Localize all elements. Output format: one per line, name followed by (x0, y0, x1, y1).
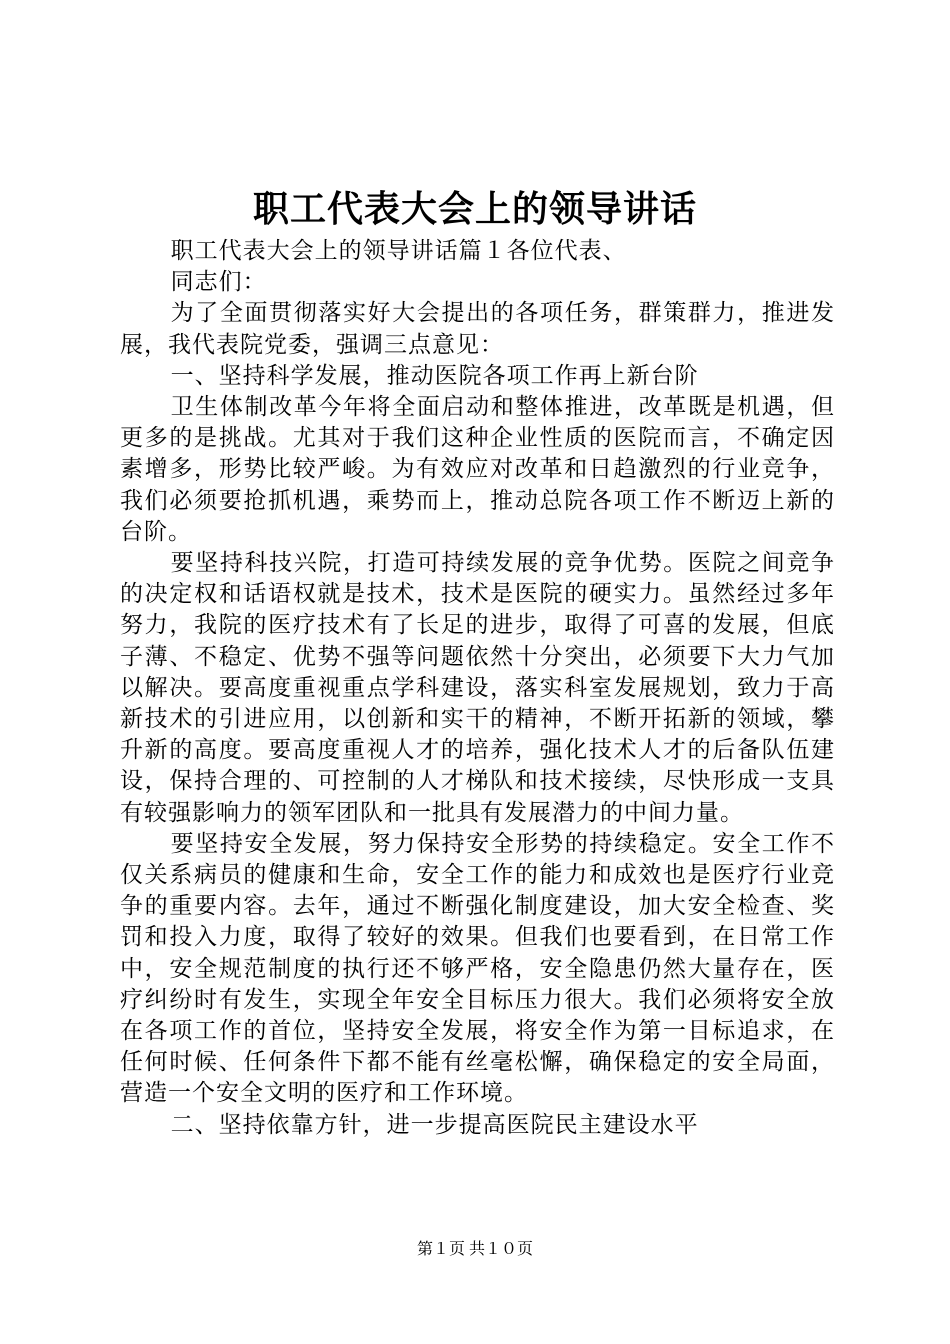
paragraph-reform: 卫生体制改革今年将全面启动和整体推进，改革既是机遇，但更多的是挑战。尤其对于我们这种企业性质的医院而言，不确定因素增多，形势比较严峻。为有效应对改革和日趋激烈的行业竞争，我们必须要抢抓机遇，乘势而上，推动总院各项工作不断迈上新的台阶。 (120, 394, 835, 545)
document-title: 职工代表大会上的领导讲话 (252, 188, 697, 230)
paragraph-technology: 要坚持科技兴院，打造可持续发展的竞争优势。医院之间竞争的决定权和话语权就是技术，技术是医院的硬实力。虽然经过多年努力，我院的医疗技术有了长足的进步，取得了可喜的发展，但底子薄、不稳定、优势不强等问题依然十分突出，必须要下大力气加以解决。要高度重视重点学科建设，落实科室发展规划，致力于高新技术的引进应用，以创新和实干的精神，不断开拓新的领域，攀升新的高度。要高度重视人才的培养，强化技术人才的后备队伍建设，保持合理的、可控制的人才梯队和技术接续，尽快形成一支具有较强影响力的领军团队和一批具有发展潜力的中间力量。 (120, 550, 835, 826)
section-heading-2: 二、坚持依靠方针，进一步提高医院民主建设水平 (170, 1111, 699, 1138)
page-number-footer: 第１页 共１０页 (416, 1241, 533, 1258)
paragraph-safety: 要坚持安全发展，努力保持安全形势的持续稳定。安全工作不仅关系病员的健康和生命，安全工作的能力和成效也是医疗行业竞争的重要内容。去年，通过不断强化制度建设，加大安全检查、奖罚和投入力度，取得了较好的效果。但我们也要看到，在日常工作中，安全规范制度的执行还不够严格，安全隐患仍然大量存在，医疗纠纷时有发生，实现全年安全目标压力很大。我们必须将安全放在各项工作的首位，坚持安全发展，将安全作为第一目标追求，在任何时候、任何条件下都不能有丝毫松懈，确保稳定的安全局面，营造一个安全文明的医疗和工作环境。 (120, 830, 835, 1107)
paragraph-intro: 为了全面贯彻落实好大会提出的各项任务，群策群力，推进发展，我代表院党委，强调三点意见： (120, 300, 835, 358)
section-heading-1: 一、坚持科学发展，推动医院各项工作再上新台阶 (170, 362, 699, 389)
paragraph-opening: 职工代表大会上的领导讲话篇１各位代表、 (170, 238, 627, 264)
paragraph-salutation: 同志们： (170, 269, 267, 296)
document-body (120, 236, 835, 1141)
